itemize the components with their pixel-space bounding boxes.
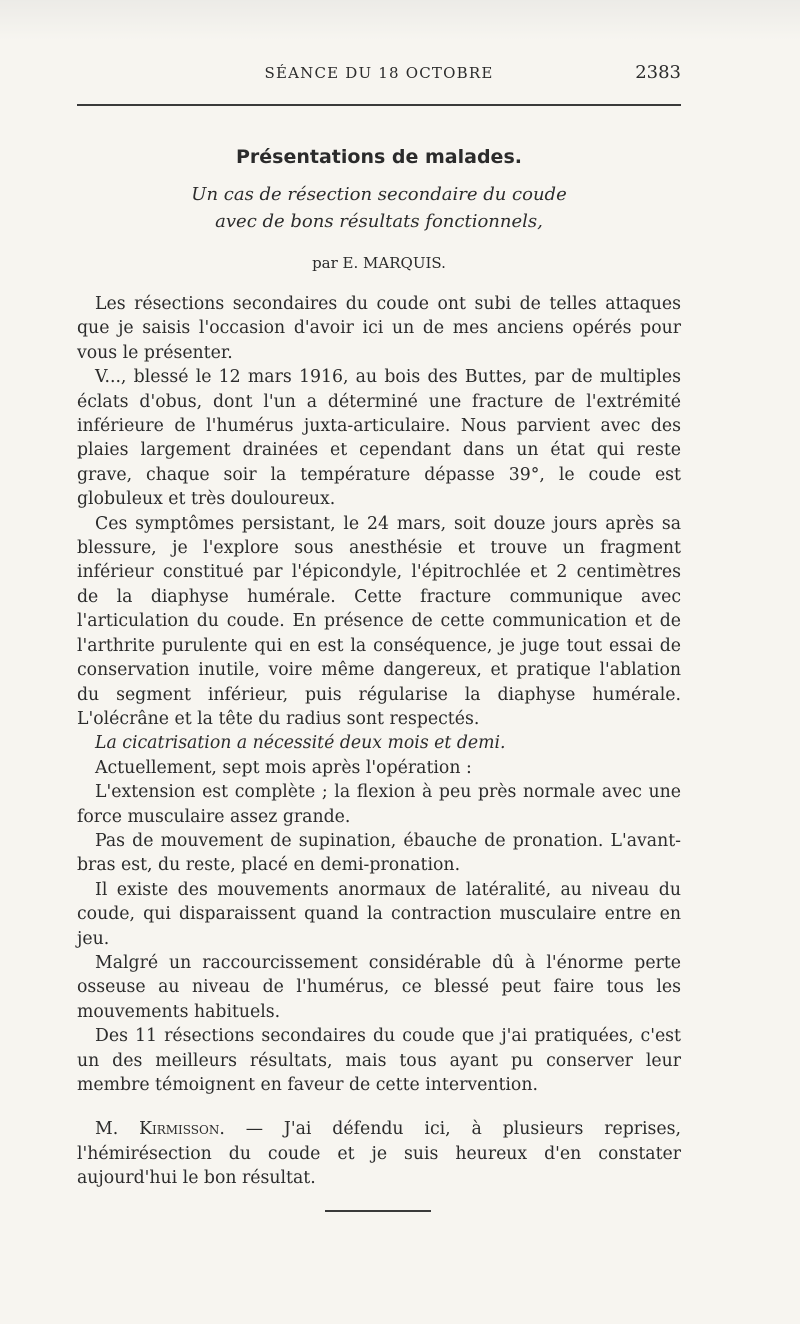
section-title: Présentations de malades.	[236, 146, 522, 168]
paragraph: Des 11 résections secondaires du coude que j'ai pratiquées, c'est un des meilleurs résultats, mais tous ayant pu conserver leur membre témoignent en faveur de cette intervention.	[77, 1026, 681, 1095]
article-subtitle-line-1: Un cas de résection secondaire du coude	[191, 184, 567, 205]
paragraph: Il existe des mouvements anormaux de latéralité, au niveau du coude, qui disparaissent quand la contraction musculaire entre en jeu.	[77, 879, 681, 949]
paragraph: V..., blessé le 12 mars 1916, au bois des Buttes, par de multiples éclats d'obus, dont l'un a déterminé une fracture de l'extrémité inférieure de l'humérus juxta-articulaire. Nous parvient avec des plaies largement drainées et cependant dans un état qui reste grave, chaque soir la température dépasse 39°, le coude est globuleux et très douloureux.	[77, 367, 681, 510]
paragraph: Les résections secondaires du coude ont subi de telles attaques que je saisis l'occasion d'avoir ici un de mes anciens opérés pour vous le présenter.	[77, 294, 681, 363]
reply-text: — J'ai défendu ici, à plusieurs reprises, l'hémirésection du coude et je suis heureux d'en constater aujourd'hui le bon résultat.	[77, 1119, 681, 1189]
paragraph: L'extension est complète ; la flexion à peu près normale avec une force musculaire assez grande.	[77, 782, 681, 827]
header-rule	[77, 104, 681, 106]
paragraph: Ces symptômes persistant, le 24 mars, soit douze jours après sa blessure, je l'explore sous anesthésie et trouve un fragment inférieur constitué par l'épicondyle, l'épitrochlée et 2 centimètres de la diaphyse humérale. Cette fracture communique avec l'articulation du coude. En présence de cette communication et de l'arthrite purulente qui en est la conséquence, je juge tout essai de conservation inutile, voire même dangereux, et pratique l'ablation du segment inférieur, puis régularise la diaphyse humérale. L'olécrâne et la tête du radius sont respectés.	[77, 513, 681, 729]
running-head: SÉANCE DU 18 OCTOBRE	[264, 64, 494, 82]
page-number: 2383	[635, 62, 681, 83]
page-header	[77, 64, 681, 88]
end-rule	[325, 1210, 431, 1212]
paragraph: Pas de mouvement de supination, ébauche de pronation. L'avant-bras est, du reste, placé en demi-pronation.	[77, 830, 681, 876]
byline: par E. MARQUIS.	[312, 254, 446, 272]
paragraph: Malgré un raccourcissement considérable dû à l'énorme perte osseuse au niveau de l'humérus, ce blessé peut faire tous les mouvements habituels.	[77, 952, 681, 1022]
paragraph: La cicatrisation a nécessité deux mois et demi.	[95, 733, 506, 754]
page-edge-shade	[0, 0, 800, 40]
paragraph: Actuellement, sept mois après l'opération :	[95, 757, 472, 778]
reply-paragraph	[77, 1117, 681, 1190]
speaker-name: M. Kirmisson.	[95, 1119, 225, 1140]
article-subtitle-line-2: avec de bons résultats fonctionnels,	[215, 211, 543, 232]
article-body	[77, 292, 681, 1191]
